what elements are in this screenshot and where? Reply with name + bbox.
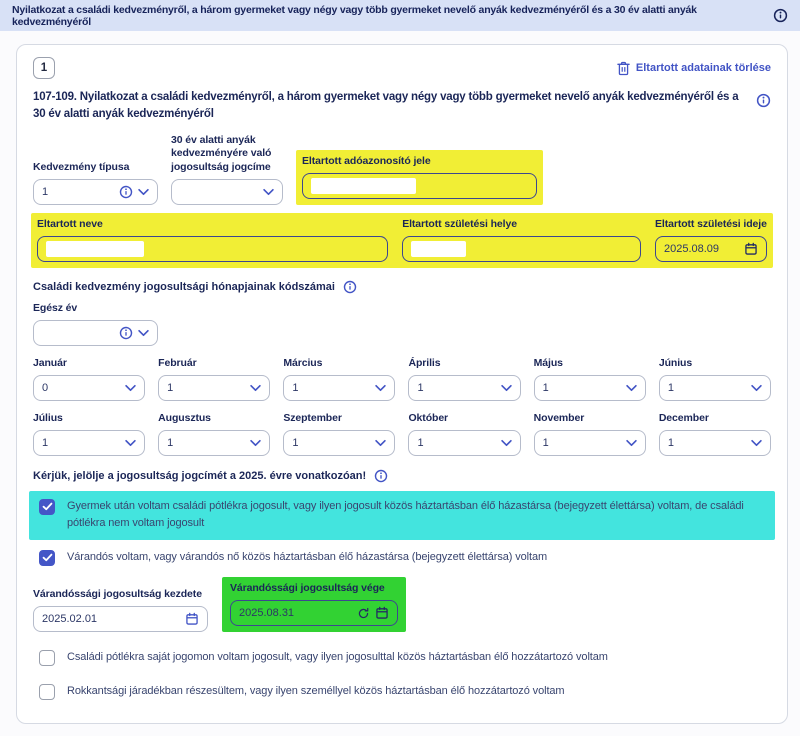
page-header xyxy=(0,0,800,31)
redacted-value xyxy=(411,241,466,257)
section-title: 107-109. Nyilatkozat a családi kedvezményről, a három gyermeket vagy négy vagy több gyermeket nevelő anyák kedvezményéről és a 30 év alatti anyák kedvezményéről xyxy=(33,91,739,121)
discount-type-label: Kedvezmény típusa xyxy=(33,161,130,174)
month-field-july: Július 1 xyxy=(33,412,145,456)
month-select-june[interactable]: 1 xyxy=(659,375,771,401)
month-field-december: December 1 xyxy=(659,412,771,456)
check-icon xyxy=(42,502,53,511)
month-select-february[interactable]: 1 xyxy=(158,375,270,401)
info-icon[interactable] xyxy=(773,8,788,23)
pregnancy-end-input[interactable]: 2025.08.31 xyxy=(230,600,398,626)
chevron-down-icon xyxy=(250,439,261,447)
month-select-august[interactable]: 1 xyxy=(158,430,270,456)
pregnancy-end-highlight xyxy=(222,577,406,632)
chevron-down-icon xyxy=(751,439,762,447)
eligibility-option-label: Családi pótlékra saját jogomon voltam jogosult, vagy ilyen jogosulttal közös háztartásban élő hozzátartozó voltam xyxy=(67,651,608,664)
eligibility-option-disability xyxy=(29,676,775,708)
dependent-data-highlight xyxy=(31,213,773,268)
info-icon[interactable] xyxy=(756,93,771,108)
birth-date-label: Eltartott születési ideje xyxy=(654,218,767,231)
month-select-november[interactable]: 1 xyxy=(534,430,646,456)
eligibility-option-pregnant xyxy=(29,542,775,574)
page-title: Nyilatkozat a családi kedvezményről, a három gyermeket vagy négy vagy több gyermeket nevelő anyák kedvezményéről és a 30 év alatti anyák kedvezményéről xyxy=(12,3,697,28)
info-icon[interactable] xyxy=(343,280,357,294)
delete-dependent-label: Eltartott adatainak törlése xyxy=(635,62,771,74)
chevron-down-icon xyxy=(375,439,386,447)
month-field-march: Március 1 xyxy=(283,357,395,401)
month-field-august: Augusztus 1 xyxy=(158,412,270,456)
month-select-april[interactable]: 1 xyxy=(408,375,520,401)
redacted-value xyxy=(46,241,144,257)
calendar-icon[interactable] xyxy=(375,606,389,620)
month-select-december[interactable]: 1 xyxy=(659,430,771,456)
item-index-badge: 1 xyxy=(33,57,55,79)
check-icon xyxy=(42,553,53,562)
calendar-icon[interactable] xyxy=(185,612,199,626)
section-title-row xyxy=(33,89,771,124)
month-select-october[interactable]: 1 xyxy=(408,430,520,456)
under30-mother-title-label: 30 év alatti anyák kedvezményére való jogosultság jogcíme xyxy=(171,133,272,174)
eligibility-option-own-right xyxy=(29,642,775,674)
chevron-down-icon xyxy=(375,384,386,392)
chevron-down-icon xyxy=(138,329,149,337)
chevron-down-icon xyxy=(263,188,274,196)
dependent-name-label: Eltartott neve xyxy=(37,218,103,231)
month-field-february: Február 1 xyxy=(158,357,270,401)
months-section-title: Családi kedvezmény jogosultsági hónapjainak kódszámai xyxy=(33,280,335,293)
eligibility-option-label: Gyermek után voltam családi pótlékra jogosult, vagy ilyen jogosult közös háztartásban élő házastársa (bejegyzett élettársa) voltam, de családi pótlékra nem voltam jogosult xyxy=(67,499,744,530)
info-icon[interactable] xyxy=(119,185,133,199)
birth-place-input[interactable] xyxy=(402,236,641,262)
month-field-june: Június 1 xyxy=(659,357,771,401)
pregnancy-start-label: Várandóssági jogosultság kezdete xyxy=(33,588,202,601)
checkbox-own-right[interactable] xyxy=(39,650,55,666)
chevron-down-icon xyxy=(138,188,149,196)
chevron-down-icon xyxy=(250,384,261,392)
month-field-october: Október 1 xyxy=(408,412,520,456)
field-row-1 xyxy=(33,134,771,206)
pregnancy-start-input[interactable]: 2025.02.01 xyxy=(33,606,208,632)
birth-date-input[interactable]: 2025.08.09 xyxy=(655,236,767,262)
discount-type-select[interactable]: 1 xyxy=(33,179,158,205)
full-year-label: Egész év xyxy=(33,301,78,314)
month-field-september: Szeptember 1 xyxy=(283,412,395,456)
birth-place-label: Eltartott születési helye xyxy=(402,218,517,231)
chevron-down-icon xyxy=(501,384,512,392)
checkbox-pregnant[interactable] xyxy=(39,550,55,566)
eligibility-option-label: Várandós voltam, vagy várandós nő közös háztartásban élő házastársa (bejegyzett élettársa) voltam xyxy=(67,550,548,563)
redacted-value xyxy=(311,178,416,194)
info-icon[interactable] xyxy=(374,469,388,483)
calendar-icon[interactable] xyxy=(744,242,758,256)
eligibility-title: Kérjük, jelölje a jogosultság jogcímét a 2025. évre vonatkozóan! xyxy=(33,469,367,482)
dependent-tax-id-label: Eltartott adóazonosító jele xyxy=(302,155,431,168)
month-select-july[interactable]: 1 xyxy=(33,430,145,456)
dependent-name-field xyxy=(37,218,388,262)
trash-icon xyxy=(617,61,630,76)
dependent-card xyxy=(16,44,788,724)
month-select-may[interactable]: 1 xyxy=(534,375,646,401)
dependent-tax-id-highlight xyxy=(296,150,543,205)
under30-mother-title-field xyxy=(171,134,283,206)
delete-dependent-button[interactable] xyxy=(617,61,771,76)
months-section-title-row xyxy=(33,280,771,294)
eligibility-option-family-allowance xyxy=(29,491,775,540)
month-select-september[interactable]: 1 xyxy=(283,430,395,456)
month-select-january[interactable]: 0 xyxy=(33,375,145,401)
discount-type-field xyxy=(33,161,158,205)
month-field-january: Január 0 xyxy=(33,357,145,401)
under30-mother-title-select[interactable] xyxy=(171,179,283,205)
pregnancy-start-field xyxy=(33,588,208,632)
chevron-down-icon xyxy=(626,384,637,392)
months-grid xyxy=(33,357,771,456)
month-select-march[interactable]: 1 xyxy=(283,375,395,401)
pregnancy-dates-row xyxy=(33,577,771,632)
pregnancy-end-label: Várandóssági jogosultság vége xyxy=(230,582,385,595)
chevron-down-icon xyxy=(125,439,136,447)
chevron-down-icon xyxy=(125,384,136,392)
card-top-row xyxy=(33,57,771,79)
birth-place-field xyxy=(402,218,641,262)
chevron-down-icon xyxy=(751,384,762,392)
chevron-down-icon xyxy=(626,439,637,447)
chevron-down-icon xyxy=(501,439,512,447)
dependent-tax-id-input[interactable] xyxy=(302,173,537,199)
full-year-field xyxy=(33,302,158,346)
month-field-november: November 1 xyxy=(534,412,646,456)
eligibility-title-row xyxy=(33,469,771,483)
checkbox-disability[interactable] xyxy=(39,684,55,700)
info-icon[interactable] xyxy=(119,326,133,340)
month-field-may: Május 1 xyxy=(534,357,646,401)
birth-date-field xyxy=(655,218,767,262)
eligibility-option-label: Rokkantsági járadékban részesültem, vagy ilyen személlyel közös háztartásban élő hozzátartozó voltam xyxy=(67,684,565,697)
refresh-icon xyxy=(357,607,370,620)
dependent-name-input[interactable] xyxy=(37,236,388,262)
month-field-april: Április 1 xyxy=(408,357,520,401)
checkbox-family-allowance-child[interactable] xyxy=(39,499,55,515)
full-year-select[interactable] xyxy=(33,320,158,346)
